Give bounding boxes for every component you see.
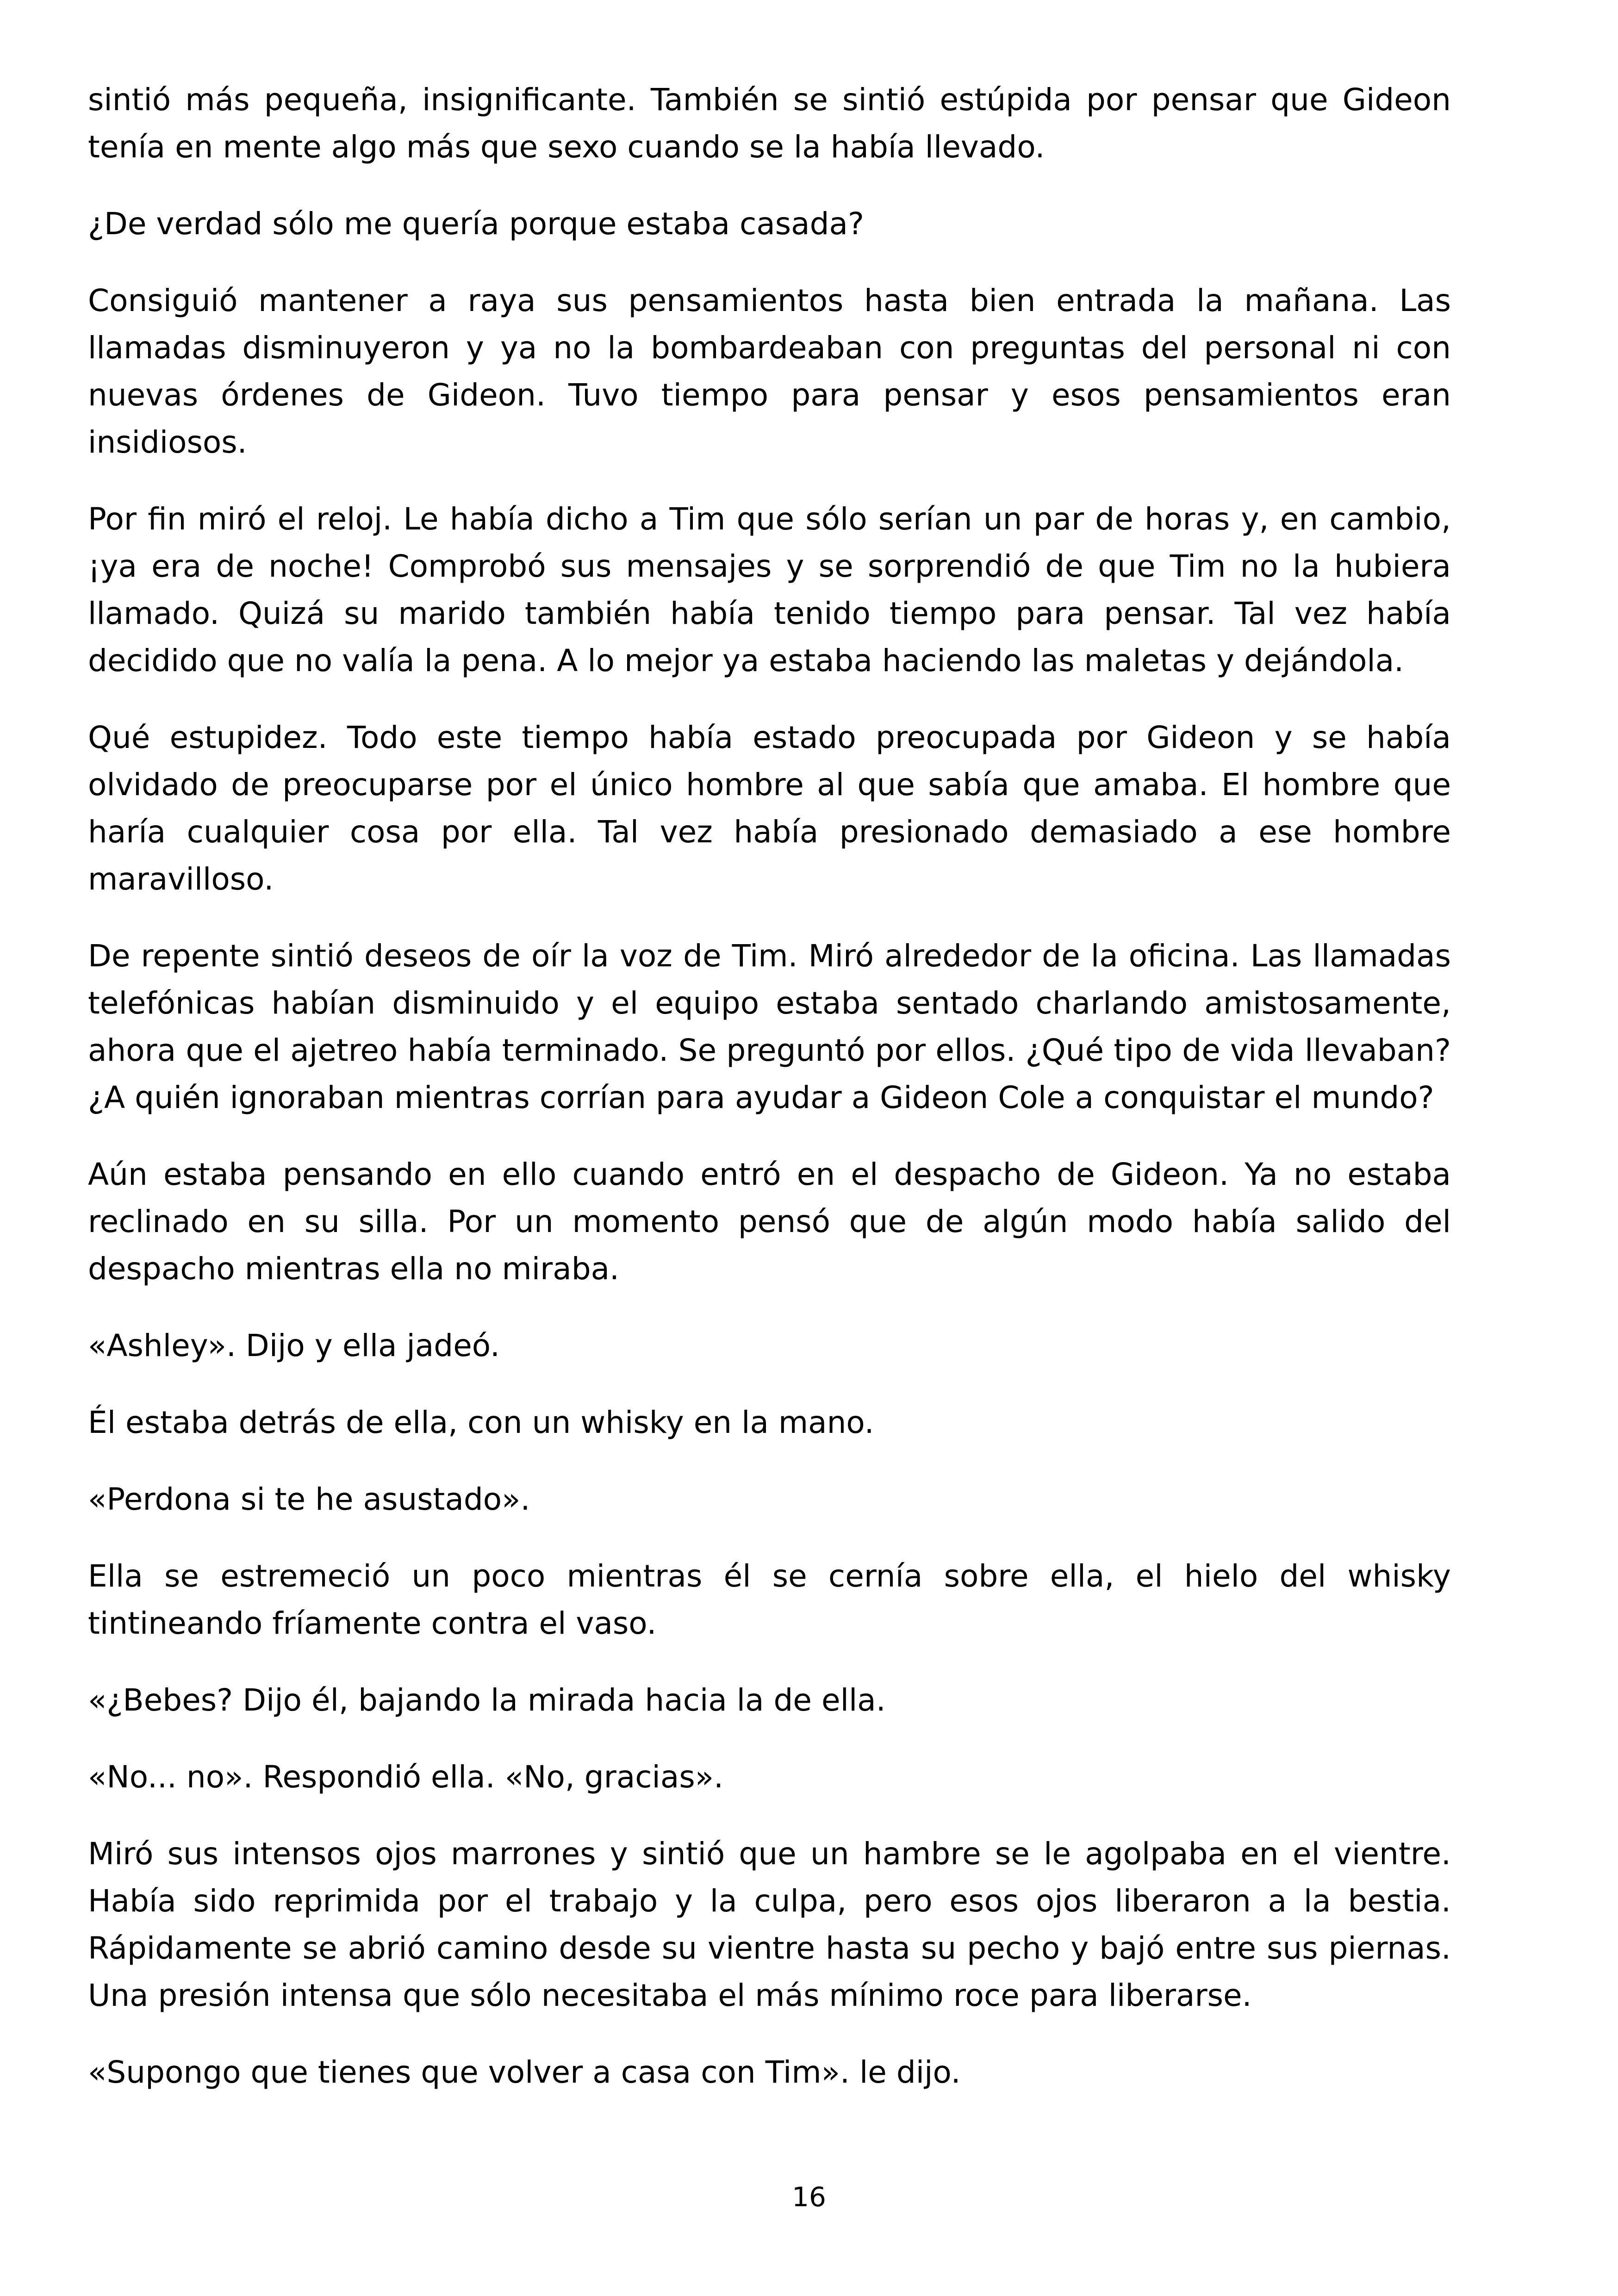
paragraph-13: «No... no». Respondió ella. «No, gracias». xyxy=(88,1759,724,1795)
paragraph-3: Consiguió mantener a raya sus pensamientos hasta bien entrada la mañana. Las llamadas disminuyeron y ya no la bombardeaban con preguntas del personal ni con nuevas órdenes de Gideon. Tuvo tiempo para pensar y esos pensamientos eran insidiosos. xyxy=(88,283,1451,460)
paragraph-6: De repente sintió deseos de oír la voz de Tim. Miró alrededor de la oficina. Las llamadas telefónicas habían disminuido y el equipo estaba sentado charlando amistosamente, ahora que el ajetreo había terminado. Se preguntó por ellos. ¿Qué tipo de vida llevaban? ¿A quién ignoraban mientras corrían para ayudar a Gideon Cole a conquistar el mundo? xyxy=(88,938,1451,1115)
paragraph-4: Por fin miró el reloj. Le había dicho a Tim que sólo serían un par de horas y, en cambio, ¡ya era de noche! Comprobó sus mensajes y se sorprendió de que Tim no la hubiera llamado. Quizá su marido también había tenido tiempo para pensar. Tal vez había decidido que no valía la pena. A lo mejor ya estaba haciendo las maletas y dejándola. xyxy=(88,501,1451,678)
paragraph-9: Él estaba detrás de ella, con un whisky en la mano. xyxy=(88,1405,874,1440)
paragraph-5: Qué estupidez. Todo este tiempo había estado preocupada por Gideon y se había olvidado de preocuparse por el único hombre al que sabía que amaba. El hombre que haría cualquier cosa por ella. Tal vez había presionado demasiado a ese hombre maravilloso. xyxy=(88,720,1451,897)
paragraph-8: «Ashley». Dijo y ella jadeó. xyxy=(88,1328,500,1363)
paragraph-1: sintió más pequeña, insignificante. También se sintió estúpida por pensar que Gideon tenía en mente algo más que sexo cuando se la había llevado. xyxy=(88,82,1451,165)
paragraph-2: ¿De verdad sólo me quería porque estaba casada? xyxy=(88,206,864,242)
paragraph-12: «¿Bebes? Dijo él, bajando la mirada hacia la de ella. xyxy=(88,1682,886,1718)
paragraph-15: «Supongo que tienes que volver a casa con Tim». le dijo. xyxy=(88,2054,961,2090)
paragraph-7: Aún estaba pensando en ello cuando entró en el despacho de Gideon. Ya no estaba reclinado en su silla. Por un momento pensó que de algún modo había salido del despacho mientras ella no miraba. xyxy=(88,1157,1451,1287)
page-number: 16 xyxy=(792,2181,826,2213)
paragraph-11: Ella se estremeció un poco mientras él se cernía sobre ella, el hielo del whisky tintineando fríamente contra el vaso. xyxy=(88,1558,1451,1641)
document-page xyxy=(88,76,1451,2205)
paragraph-14: Miró sus intensos ojos marrones y sintió que un hambre se le agolpaba en el vientre. Había sido reprimida por el trabajo y la culpa, pero esos ojos liberaron a la bestia. Rápidamente se abrió camino desde su vientre hasta su pecho y bajó entre sus piernas. Una presión intensa que sólo necesitaba el más mínimo roce para liberarse. xyxy=(88,1836,1451,2013)
paragraph-10: «Perdona si te he asustado». xyxy=(88,1481,530,1517)
